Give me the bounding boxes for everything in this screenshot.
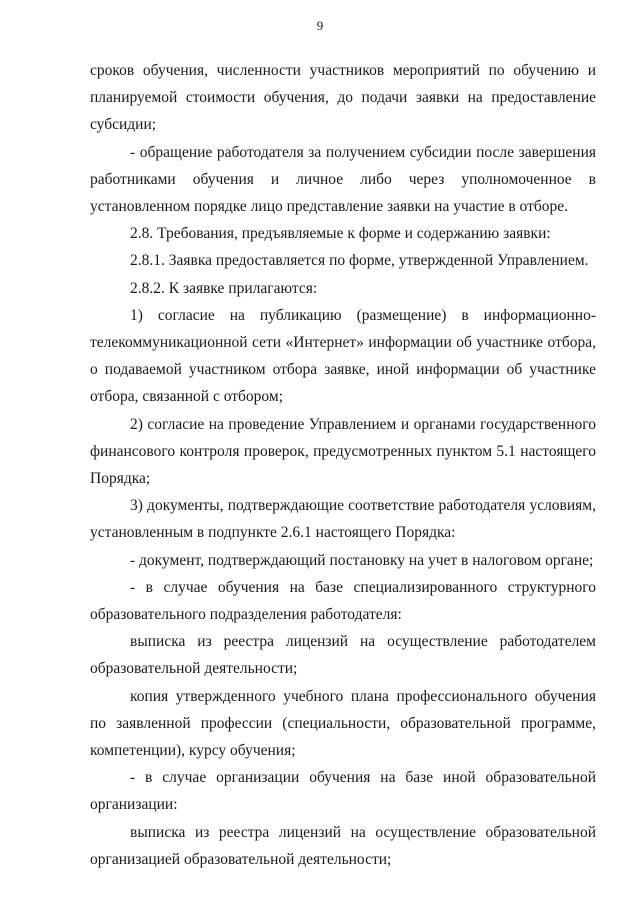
paragraph: 2.8. Требования, предъявляемые к форме и содержанию заявки: bbox=[130, 225, 551, 243]
page-number: 9 bbox=[316, 18, 324, 33]
document-body bbox=[90, 57, 596, 873]
paragraph: - документ, подтверждающий постановку на учет в налоговом органе; bbox=[130, 551, 594, 569]
paragraph: - в случае обучения на базе специализированного структурного образовательного подразделения работодателя: bbox=[90, 578, 596, 624]
paragraph: - в случае организации обучения на базе иной образовательной организации: bbox=[90, 769, 596, 814]
paragraph: 2.8.1. Заявка предоставляется по форме, утвержденной Управлением. bbox=[130, 252, 589, 270]
paragraph: 2.8.2. К заявке прилагаются: bbox=[130, 279, 318, 297]
paragraph: 3) документы, подтверждающие соответствие работодателя условиям, установленным в подпункте 2.6.1 настоящего Порядка: bbox=[90, 497, 596, 542]
paragraph: 2) согласие на проведение Управлением и органами государственного финансового контроля проверок, предусмотренных пунктом 5.1 настоящего Порядка; bbox=[90, 415, 596, 488]
paragraph: выписка из реестра лицензий на осуществление работодателем образовательной деятельности; bbox=[90, 633, 596, 678]
paragraph: выписка из реестра лицензий на осуществление образовательной организацией образовательной деятельности; bbox=[90, 823, 596, 868]
paragraph: сроков обучения, численности участников мероприятий по обучению и планируемой стоимости обучения, до подачи заявки на предоставление субсидии; bbox=[90, 62, 596, 134]
paragraph: копия утвержденного учебного плана профессионального обучения по заявленной профессии (специальности, образовательной программе, компетенции), курсу обучения; bbox=[90, 687, 596, 760]
paragraph: - обращение работодателя за получением субсидии после завершения работниками обучения и личное либо через уполномоченное в установленном порядке лицо представление заявки на участие в отборе. bbox=[90, 143, 596, 216]
paragraph: 1) согласие на публикацию (размещение) в информационно-телекоммуникационной сети «Интернет» информации об участнике отбора, о подаваемой участником отбора заявке, иной информации об участнике отбора, связанной с отбором; bbox=[90, 306, 596, 406]
